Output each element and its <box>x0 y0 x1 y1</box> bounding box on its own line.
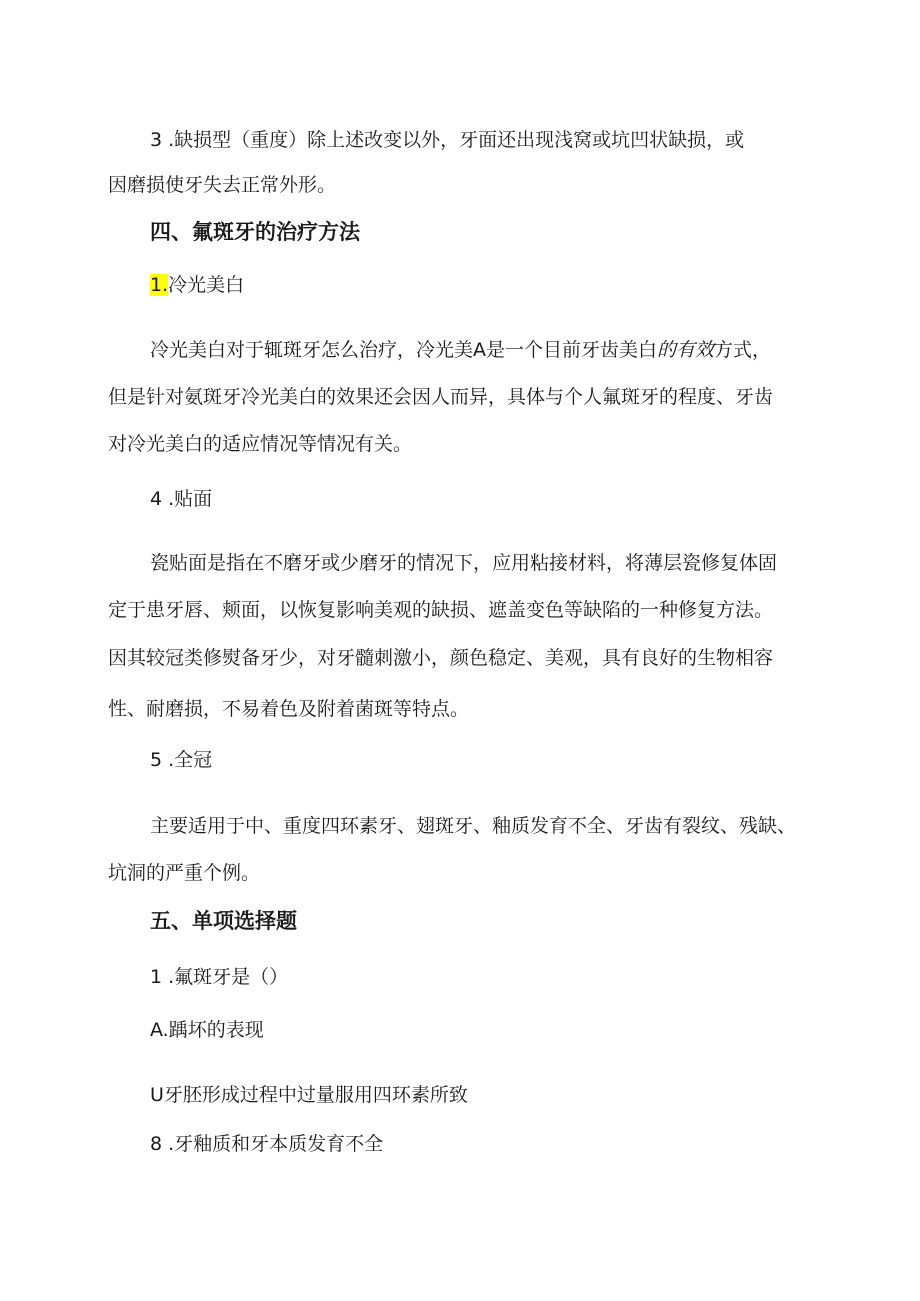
paragraph-line: 主要适用于中、重度四环素牙、翅斑牙、釉质发育不全、牙齿有裂纹、残缺、 <box>150 815 797 837</box>
paragraph-line: 对冷光美白的适应情况等情况有关。 <box>108 433 413 455</box>
paragraph-line: 但是针对氨斑牙冷光美白的效果还会因人而异，具体与个人氟斑牙的程度、牙齿 <box>108 386 774 408</box>
paragraph-line: 因其较冠类修熨备牙少，对牙髓刺激小，颜色稳定、美观，具有良好的生物相容 <box>108 647 774 669</box>
question-1: 1 .氟斑牙是（） <box>150 966 289 988</box>
paragraph-line: 3 .缺损型（重度）除上述改变以外，牙面还出现浅窝或坑凹状缺损，或 <box>150 129 745 151</box>
paragraph-line: 坑洞的严重个例。 <box>108 862 261 884</box>
paragraph-line <box>150 337 771 363</box>
paragraph-line: 因磨损使牙失去正常外形。 <box>108 174 337 196</box>
section-heading-quiz: 五、单项选择题 <box>150 909 297 933</box>
answer-option-a: A.踽坏的表现 <box>150 1019 264 1041</box>
list-item-label: 冷光美白 <box>168 274 245 296</box>
answer-option-b: U牙胚形成过程中过量服用四环素所致 <box>150 1084 468 1106</box>
list-item-cold-light-whitening <box>150 272 244 298</box>
answer-option-c: 8 .牙釉质和牙本质发育不全 <box>150 1133 384 1155</box>
section-heading-treatment: 四、氟斑牙的治疗方法 <box>150 220 360 244</box>
highlighted-item-number: 1. <box>150 274 169 296</box>
list-item-full-crown: 5 .全冠 <box>150 749 213 771</box>
list-item-veneer: 4 .贴面 <box>150 488 213 510</box>
paragraph-line: 性、耐磨损，不易着色及附着菌斑等特点。 <box>108 698 470 720</box>
text-run: 冷光美白对于辄斑牙怎么治疗，冷光美A是一个目前牙齿美白 <box>150 339 657 361</box>
paragraph-line: 定于患牙唇、颊面，以恢复影响美观的缺损、遮盖变色等缺陷的一种修复方法。 <box>108 599 774 621</box>
text-run: 方式， <box>714 339 772 361</box>
italic-text-run: 的有效 <box>657 339 715 361</box>
paragraph-line: 瓷贴面是指在不磨牙或少磨牙的情况下，应用粘接材料，将薄层瓷修复体固 <box>150 552 778 574</box>
